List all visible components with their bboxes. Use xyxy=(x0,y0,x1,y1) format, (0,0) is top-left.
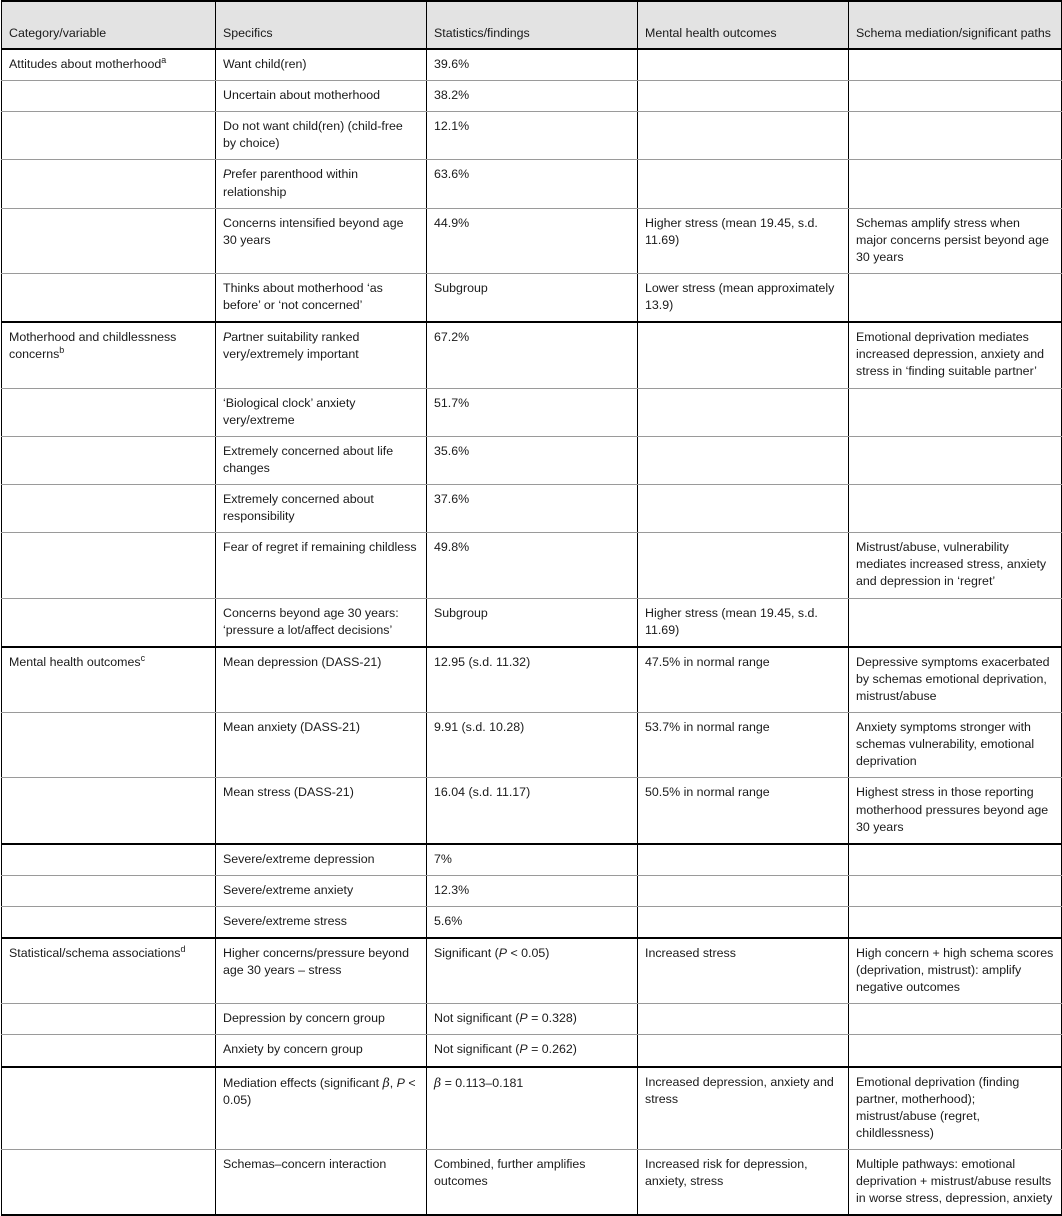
cell-schema-mediation xyxy=(849,388,1062,436)
cell-mental-health-outcomes xyxy=(638,875,849,906)
table-row xyxy=(2,436,1062,484)
cell-statistics: Subgroup xyxy=(427,273,638,322)
cell-category: Attitudes about motherhood$^a$ xyxy=(2,49,216,81)
cell-specifics: Mediation effects (significant β, P < 0.05) xyxy=(216,1067,427,1150)
cell-specifics: Partner suitability ranked very/extremely important xyxy=(216,322,427,388)
cell-statistics: 67.2% xyxy=(427,322,638,388)
cell-category xyxy=(2,778,216,844)
cell-category xyxy=(2,1035,216,1067)
table-row xyxy=(2,598,1062,647)
table-row xyxy=(2,778,1062,844)
cell-schema-mediation xyxy=(849,844,1062,876)
cell-statistics: 39.6% xyxy=(427,49,638,81)
cell-statistics: 5.6% xyxy=(427,906,638,938)
cell-specifics: Extremely concerned about responsibility xyxy=(216,484,427,532)
table-row xyxy=(2,49,1062,81)
table-row xyxy=(2,1004,1062,1035)
footnote-marker: b xyxy=(59,345,65,356)
column-header-mental-health-outcomes: Mental health outcomes xyxy=(638,1,849,49)
table-row xyxy=(2,273,1062,322)
cell-statistics: 49.8% xyxy=(427,533,638,598)
cell-schema-mediation xyxy=(849,598,1062,647)
cell-mental-health-outcomes: Increased stress xyxy=(638,938,849,1004)
cell-mental-health-outcomes xyxy=(638,844,849,876)
table-row xyxy=(2,875,1062,906)
footnote-marker: c xyxy=(140,652,146,663)
cell-specifics: Schemas–concern interaction xyxy=(216,1150,427,1216)
cell-statistics: 12.1% xyxy=(427,112,638,160)
cell-category: Motherhood and childlessness concerns$^b$ xyxy=(2,322,216,388)
cell-specifics: Concerns intensified beyond age 30 years xyxy=(216,208,427,273)
table-row xyxy=(2,484,1062,532)
cell-category xyxy=(2,1067,216,1150)
cell-mental-health-outcomes xyxy=(638,160,849,208)
cell-statistics: 7% xyxy=(427,844,638,876)
cell-schema-mediation xyxy=(849,160,1062,208)
cell-statistics: Combined, further amplifies outcomes xyxy=(427,1150,638,1216)
cell-schema-mediation xyxy=(849,875,1062,906)
table-header xyxy=(2,1,1062,49)
cell-mental-health-outcomes xyxy=(638,1004,849,1035)
cell-specifics: Mean depression (DASS-21) xyxy=(216,647,427,713)
cell-mental-health-outcomes xyxy=(638,112,849,160)
cell-schema-mediation: Multiple pathways: emotional deprivation + mistrust/abuse results in worse stress, depression, anxiety xyxy=(849,1150,1062,1216)
table-row xyxy=(2,388,1062,436)
column-header-category: Category/variable xyxy=(2,1,216,49)
table-row xyxy=(2,533,1062,598)
cell-specifics: Higher concerns/pressure beyond age 30 years – stress xyxy=(216,938,427,1004)
cell-statistics: 12.95 (s.d. 11.32) xyxy=(427,647,638,713)
column-header-statistics: Statistics/findings xyxy=(427,1,638,49)
cell-statistics: 38.2% xyxy=(427,81,638,112)
cell-specifics: Want child(ren) xyxy=(216,49,427,81)
cell-mental-health-outcomes: Lower stress (mean approximately 13.9) xyxy=(638,273,849,322)
cell-category xyxy=(2,273,216,322)
cell-statistics: 51.7% xyxy=(427,388,638,436)
cell-mental-health-outcomes xyxy=(638,436,849,484)
cell-schema-mediation xyxy=(849,273,1062,322)
cell-schema-mediation: Mistrust/abuse, vulnerability mediates increased stress, anxiety and depression in ‘regret’ xyxy=(849,533,1062,598)
column-header-schema-mediation: Schema mediation/significant paths xyxy=(849,1,1062,49)
cell-specifics: Severe/extreme anxiety xyxy=(216,875,427,906)
cell-mental-health-outcomes xyxy=(638,906,849,938)
cell-mental-health-outcomes xyxy=(638,533,849,598)
cell-mental-health-outcomes: Increased risk for depression, anxiety, stress xyxy=(638,1150,849,1216)
cell-schema-mediation: Anxiety symptoms stronger with schemas vulnerability, emotional deprivation xyxy=(849,713,1062,778)
cell-category: Statistical/schema associations$^d$ xyxy=(2,938,216,1004)
cell-mental-health-outcomes xyxy=(638,322,849,388)
cell-specifics: Do not want child(ren) (child-free by choice) xyxy=(216,112,427,160)
cell-mental-health-outcomes: Higher stress (mean 19.45, s.d. 11.69) xyxy=(638,208,849,273)
header-row xyxy=(2,1,1062,49)
cell-category xyxy=(2,1150,216,1216)
cell-statistics: Not significant (P = 0.262) xyxy=(427,1035,638,1067)
cell-mental-health-outcomes: 47.5% in normal range xyxy=(638,647,849,713)
cell-schema-mediation: High concern + high schema scores (deprivation, mistrust): amplify negative outcomes xyxy=(849,938,1062,1004)
cell-specifics: Fear of regret if remaining childless xyxy=(216,533,427,598)
cell-specifics: Depression by concern group xyxy=(216,1004,427,1035)
table-row xyxy=(2,1035,1062,1067)
cell-statistics: 9.91 (s.d. 10.28) xyxy=(427,713,638,778)
research-findings-table xyxy=(1,0,1062,1216)
cell-category xyxy=(2,208,216,273)
cell-specifics: Severe/extreme depression xyxy=(216,844,427,876)
column-header-specifics: Specifics xyxy=(216,1,427,49)
cell-schema-mediation xyxy=(849,1035,1062,1067)
cell-schema-mediation: Depressive symptoms exacerbated by schemas emotional deprivation, mistrust/abuse xyxy=(849,647,1062,713)
table-body xyxy=(2,49,1062,1215)
cell-category xyxy=(2,598,216,647)
cell-schema-mediation xyxy=(849,484,1062,532)
cell-category xyxy=(2,436,216,484)
cell-mental-health-outcomes: Higher stress (mean 19.45, s.d. 11.69) xyxy=(638,598,849,647)
cell-category xyxy=(2,388,216,436)
cell-mental-health-outcomes xyxy=(638,1035,849,1067)
cell-category: Mental health outcomes$^c$ xyxy=(2,647,216,713)
table-row xyxy=(2,208,1062,273)
cell-schema-mediation xyxy=(849,81,1062,112)
cell-statistics: 12.3% xyxy=(427,875,638,906)
cell-schema-mediation: Highest stress in those reporting motherhood pressures beyond age 30 years xyxy=(849,778,1062,844)
cell-category xyxy=(2,875,216,906)
cell-specifics: Mean anxiety (DASS-21) xyxy=(216,713,427,778)
cell-statistics: 37.6% xyxy=(427,484,638,532)
footnote-marker: a xyxy=(161,54,167,65)
cell-mental-health-outcomes xyxy=(638,49,849,81)
cell-specifics: Severe/extreme stress xyxy=(216,906,427,938)
cell-statistics: 44.9% xyxy=(427,208,638,273)
table-row xyxy=(2,1150,1062,1216)
table-row xyxy=(2,1067,1062,1150)
cell-statistics: 63.6% xyxy=(427,160,638,208)
table-row xyxy=(2,713,1062,778)
cell-category xyxy=(2,484,216,532)
cell-statistics: 16.04 (s.d. 11.17) xyxy=(427,778,638,844)
cell-specifics: Prefer parenthood within relationship xyxy=(216,160,427,208)
cell-schema-mediation xyxy=(849,1004,1062,1035)
table-row xyxy=(2,112,1062,160)
table-row xyxy=(2,81,1062,112)
cell-mental-health-outcomes: Increased depression, anxiety and stress xyxy=(638,1067,849,1150)
table-row xyxy=(2,647,1062,713)
table-row xyxy=(2,160,1062,208)
cell-mental-health-outcomes xyxy=(638,81,849,112)
cell-specifics: Thinks about motherhood ‘as before’ or ‘not concerned’ xyxy=(216,273,427,322)
cell-specifics: Extremely concerned about life changes xyxy=(216,436,427,484)
cell-specifics: ‘Biological clock’ anxiety very/extreme xyxy=(216,388,427,436)
footnote-marker: d xyxy=(180,943,186,954)
cell-specifics: Anxiety by concern group xyxy=(216,1035,427,1067)
cell-category xyxy=(2,112,216,160)
cell-mental-health-outcomes xyxy=(638,484,849,532)
cell-mental-health-outcomes xyxy=(638,388,849,436)
cell-category xyxy=(2,160,216,208)
cell-mental-health-outcomes: 53.7% in normal range xyxy=(638,713,849,778)
cell-mental-health-outcomes: 50.5% in normal range xyxy=(638,778,849,844)
cell-statistics: 35.6% xyxy=(427,436,638,484)
table-row xyxy=(2,938,1062,1004)
cell-schema-mediation: Schemas amplify stress when major concerns persist beyond age 30 years xyxy=(849,208,1062,273)
cell-statistics: β = 0.113–0.181 xyxy=(427,1067,638,1150)
cell-schema-mediation: Emotional deprivation (finding partner, motherhood); mistrust/abuse (regret, childlessness) xyxy=(849,1067,1062,1150)
cell-specifics: Concerns beyond age 30 years: ‘pressure a lot/affect decisions’ xyxy=(216,598,427,647)
cell-schema-mediation xyxy=(849,112,1062,160)
table-row xyxy=(2,906,1062,938)
cell-schema-mediation xyxy=(849,906,1062,938)
cell-statistics: Subgroup xyxy=(427,598,638,647)
cell-category xyxy=(2,844,216,876)
table-row xyxy=(2,844,1062,876)
cell-schema-mediation xyxy=(849,49,1062,81)
cell-category xyxy=(2,533,216,598)
table-row xyxy=(2,322,1062,388)
cell-statistics: Not significant (P = 0.328) xyxy=(427,1004,638,1035)
cell-category xyxy=(2,81,216,112)
cell-schema-mediation xyxy=(849,436,1062,484)
cell-category xyxy=(2,906,216,938)
cell-specifics: Mean stress (DASS-21) xyxy=(216,778,427,844)
cell-category xyxy=(2,713,216,778)
cell-schema-mediation: Emotional deprivation mediates increased depression, anxiety and stress in ‘finding suitable partner’ xyxy=(849,322,1062,388)
cell-category xyxy=(2,1004,216,1035)
cell-statistics: Significant (P < 0.05) xyxy=(427,938,638,1004)
cell-specifics: Uncertain about motherhood xyxy=(216,81,427,112)
